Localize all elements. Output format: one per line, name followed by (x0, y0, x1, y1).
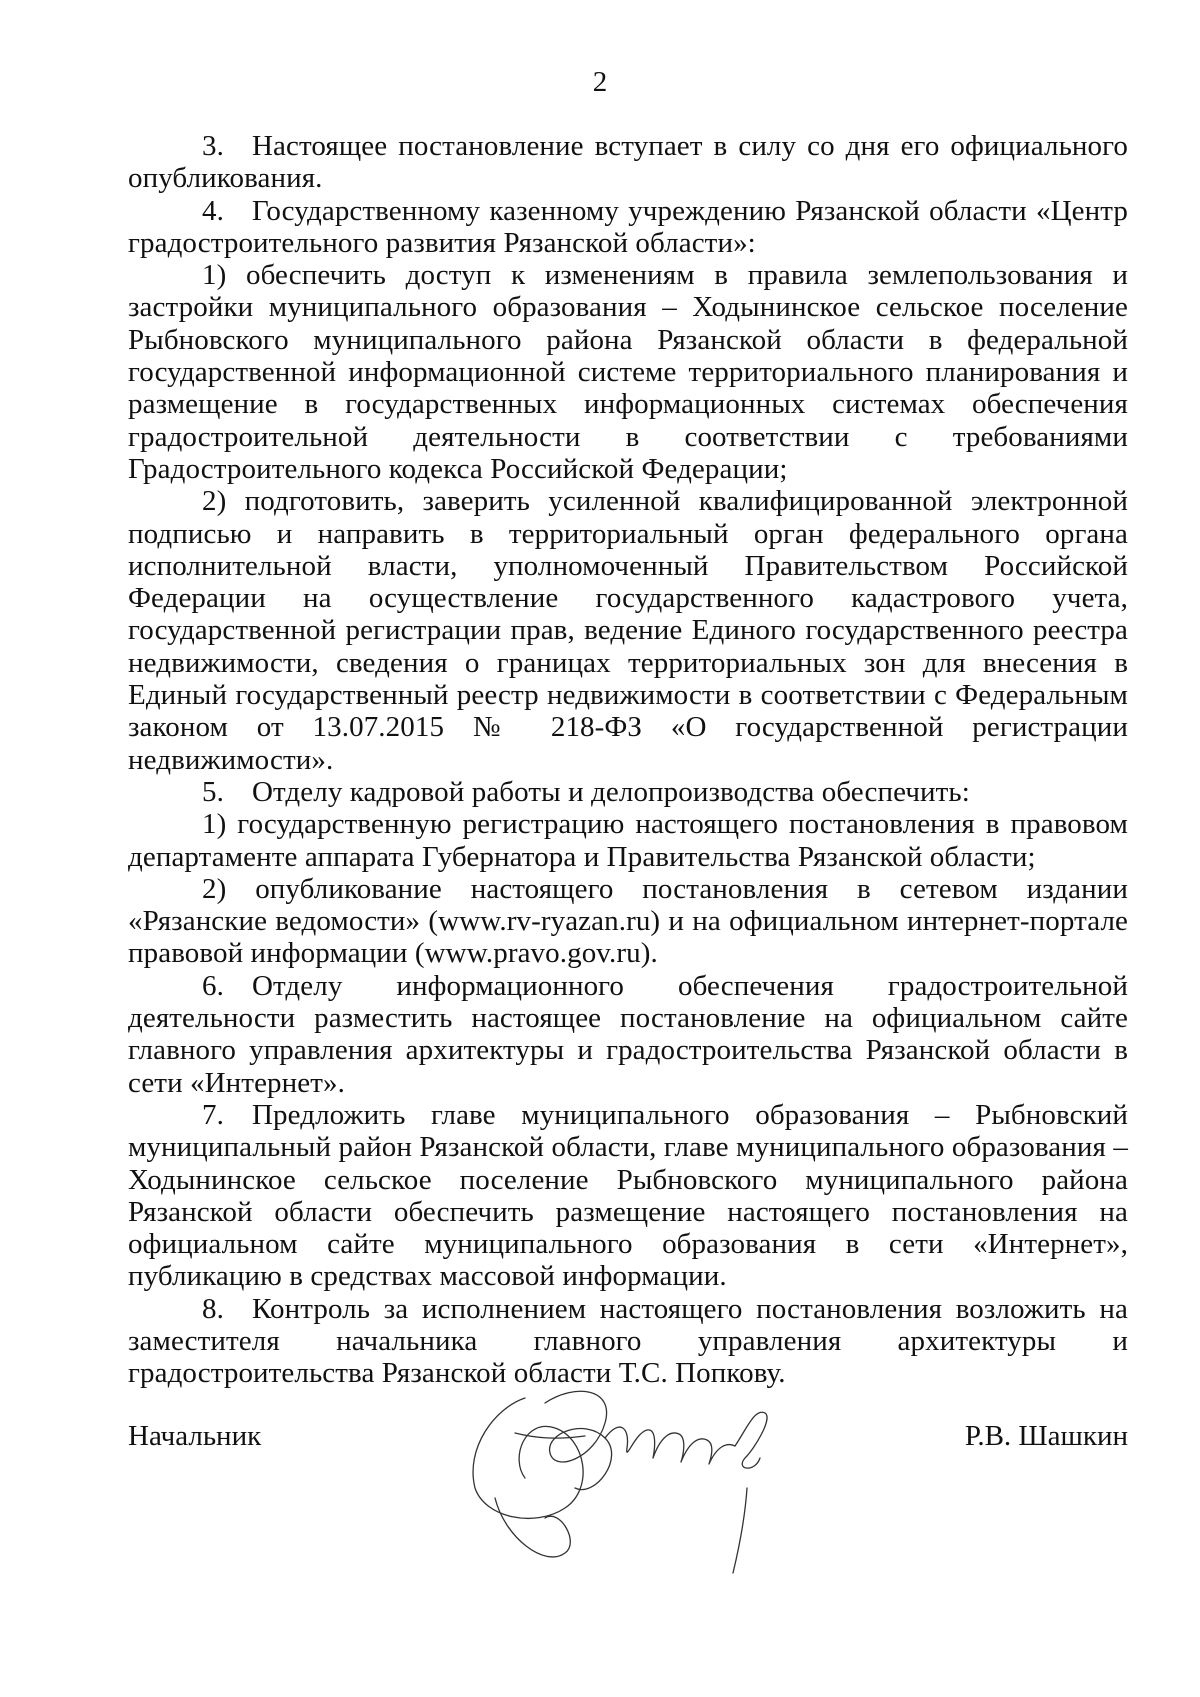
page-number: 2 (592, 66, 608, 98)
paragraph-number: 5. (202, 775, 224, 808)
paragraph-5 (128, 776, 1128, 808)
paragraph-text: Отделу кадровой работы и делопроизводства обеспечить: (252, 775, 970, 808)
paragraph-text: Контроль за исполнением настоящего постановления возложить на заместителя начальника главного управления архитектуры и градостроительства Рязанской области Т.С. Попкову. (128, 1292, 1128, 1390)
paragraph-number: 7. (202, 1098, 224, 1131)
signatory-name: Р.В. Шашкин (964, 1420, 1128, 1452)
paragraph-text: Предложить главе муниципального образования – Рыбновский муниципальный район Рязанской области, главе муниципального образования – Ходынинское сельское поселение Рыбновского муниципального района Рязанской области обеспечить размещение настоящего постановления на официальном сайте муниципального образования в сети «Интернет», публикацию в средствах массовой информации. (128, 1098, 1128, 1293)
paragraph-text: 2) опубликование настоящего постановления в сетевом издании «Рязанские ведомости» (www.rv-ryazan.ru) и на официальном интернет-портале правовой информации (www.pravo.gov.ru). (128, 872, 1128, 970)
paragraph-number: 3. (202, 130, 224, 162)
paragraph-number: 8. (202, 1292, 224, 1325)
paragraph-5-2 (128, 873, 1128, 970)
signatory-position: Начальник (128, 1420, 262, 1452)
paragraph-4-1 (128, 259, 1128, 485)
paragraph-4-2 (128, 485, 1128, 776)
paragraph-text: 2) подготовить, заверить усиленной квалифицированной электронной подписью и направить в территориальный орган федерального органа исполнительной власти, уполномоченный Правительством Российской Федерации на осуществление государственного кадастрового учета, государственной регистрации прав, ведение Единого государственного реестра недвижимости, сведения о границах территориальных зон для внесения в Единый государственный реестр недвижимости в соответствии с Федеральным законом от 13.07.2015 № 218-ФЗ «О государственной регистрации недвижимости». (128, 485, 1128, 776)
paragraph-text: Настоящее постановление вступает в силу со дня его официального опубликования. (128, 130, 1128, 195)
paragraph-5-1 (128, 808, 1128, 873)
paragraph-8 (128, 1293, 1128, 1390)
signature-block (128, 1420, 1128, 1460)
paragraph-text: 1) государственную регистрацию настоящего постановления в правовом департаменте аппарата Губернатора и Правительства Рязанской области; (128, 808, 1128, 873)
paragraph-text: Государственному казенному учреждению Рязанской области «Центр градостроительного развития Рязанской области»: (128, 194, 1128, 259)
paragraph-3 (128, 130, 1128, 195)
document-body (128, 130, 1128, 1390)
paragraph-text: Отделу информационного обеспечения градостроительной деятельности разместить настоящее постановление на официальном сайте главного управления архитектуры и градостроительства Рязанской области в сети «Интернет». (128, 969, 1128, 1099)
paragraph-text: 1) обеспечить доступ к изменениям в правила землепользования и застройки муниципального образования – Ходынинское сельское поселение Рыбновского муниципального района Рязанской области в федеральной государственной информационной системе территориального планирования и размещение в государственных информационных системах обеспечения градостроительной деятельности в соответствии с требованиями Градостроительного кодекса Российской Федерации; (128, 259, 1128, 485)
paragraph-number: 6. (202, 969, 224, 1002)
paragraph-7 (128, 1099, 1128, 1293)
paragraph-number: 4. (202, 194, 224, 227)
paragraph-6 (128, 970, 1128, 1099)
handwritten-signature (455, 1378, 785, 1578)
paragraph-4 (128, 195, 1128, 260)
